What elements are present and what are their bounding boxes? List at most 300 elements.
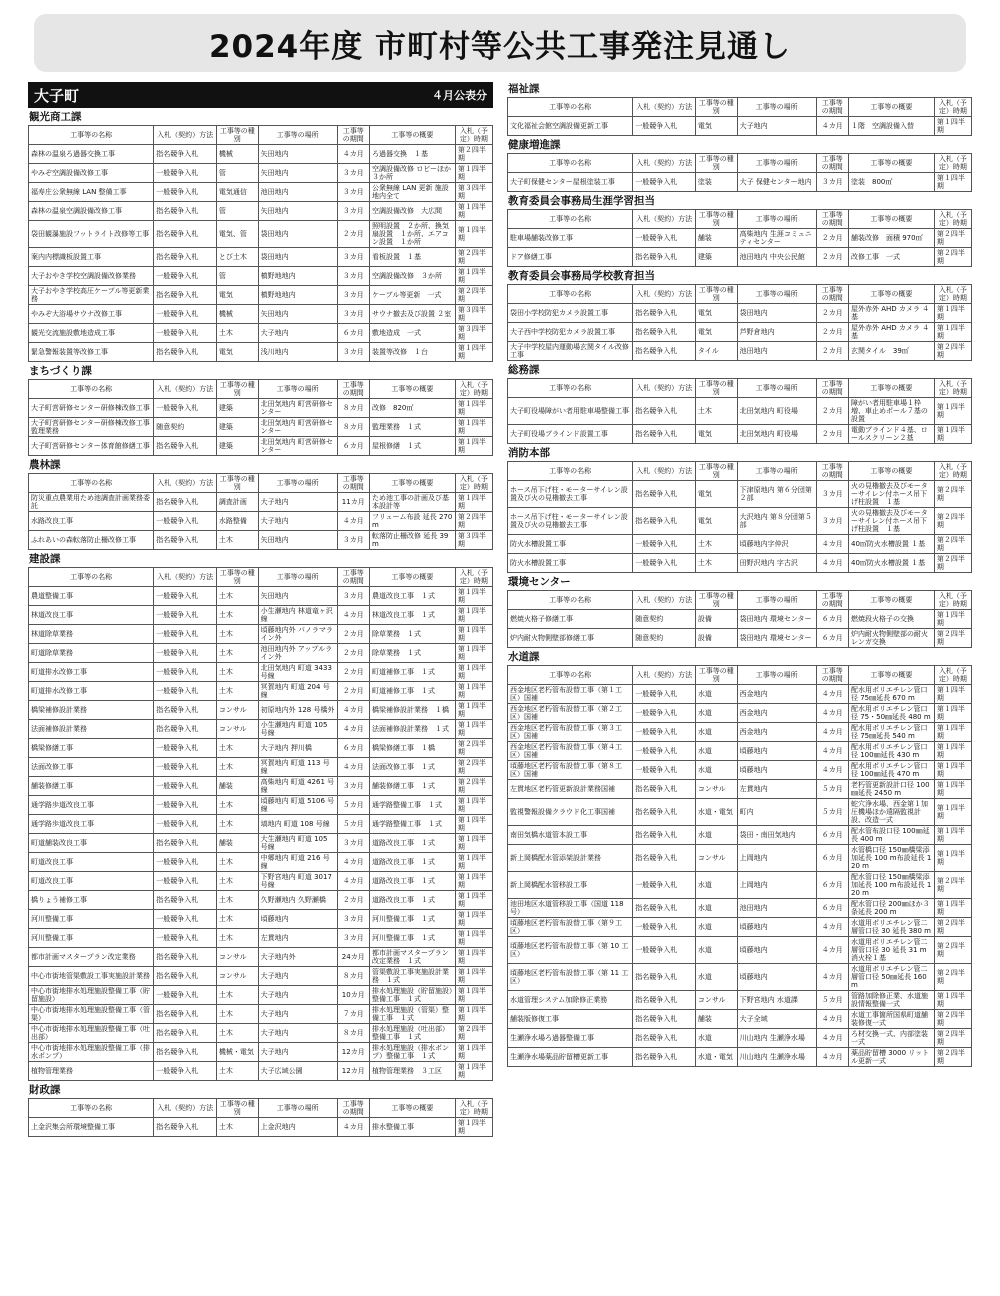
- header-work-name: 工事等の名称: [29, 380, 154, 399]
- cell-work-name: 駐車場舗装改修工事: [508, 229, 633, 248]
- cell-bid-timing: 第１四半期: [455, 986, 492, 1005]
- cell-work-name: 河川整備工事: [29, 910, 154, 929]
- cell-work-summary: ろ過器交換 １基: [370, 145, 456, 164]
- right-sections: [507, 82, 972, 1067]
- cell-work-type: 管: [216, 267, 258, 286]
- table-row: [29, 625, 493, 644]
- works-table: [28, 125, 493, 362]
- cell-bid-method: 一般競争入札: [154, 929, 217, 948]
- cell-work-type: 水道: [695, 1029, 737, 1048]
- cell-work-summary: 通学路整備工事 １式: [370, 796, 456, 815]
- cell-work-summary: 40㎥防火水槽設置 １基: [849, 535, 935, 554]
- table-row: [508, 1048, 972, 1067]
- cell-work-period: ４カ月: [337, 512, 369, 531]
- cell-bid-method: 一般競争入札: [633, 554, 696, 573]
- cell-work-summary: 配水用ポリエチレン管口径 75㎜延長 670 m: [849, 685, 935, 704]
- table-row: [508, 780, 972, 799]
- header-row: [29, 380, 493, 399]
- header-work-period: 工事等の期間: [337, 568, 369, 587]
- cell-work-period: 11カ月: [337, 493, 369, 512]
- cell-work-name: 頃藤地区老朽管布設替工事（第９工区）: [508, 918, 633, 937]
- cell-bid-timing: 第１四半期: [934, 780, 971, 799]
- cell-work-period: ４カ月: [337, 758, 369, 777]
- header-work-name: 工事等の名称: [508, 210, 633, 229]
- cell-work-type: 塗装: [695, 173, 737, 192]
- header-work-summary: 工事等の概要: [849, 98, 935, 117]
- table-row: [29, 183, 493, 202]
- cell-bid-timing: 第３四半期: [455, 183, 492, 202]
- header-work-period: 工事等の期間: [816, 154, 848, 173]
- cell-bid-timing: 第１四半期: [455, 948, 492, 967]
- cell-bid-method: 一般競争入札: [633, 117, 696, 136]
- cell-work-place: 大子地内: [258, 986, 337, 1005]
- department-title: まちづくり課: [29, 365, 92, 377]
- table-row: [508, 1029, 972, 1048]
- cell-work-period: ３カ月: [337, 587, 369, 606]
- table-row: [29, 305, 493, 324]
- cell-bid-method: 一般競争入札: [154, 164, 217, 183]
- cell-work-summary: 排水処理施設（貯留施設）整備工事 １式: [370, 986, 456, 1005]
- cell-work-place: 西金地内: [737, 685, 816, 704]
- header-work-summary: 工事等の概要: [849, 379, 935, 398]
- header-work-type: 工事等の種別: [695, 591, 737, 610]
- cell-work-type: コンサル: [216, 967, 258, 986]
- header-work-name: 工事等の名称: [508, 379, 633, 398]
- cell-work-period: ５カ月: [816, 991, 848, 1010]
- right-column: [507, 82, 972, 1069]
- cell-work-summary: 薬品貯留槽 3000 リットル更新一式: [849, 1048, 935, 1067]
- cell-work-summary: 照明設置 ２か所、換気扇設置 １か所、エアコン設置 １か所: [370, 221, 456, 248]
- cell-work-summary: 法面改修工事 １式: [370, 758, 456, 777]
- cell-work-name: 法面改修工事: [29, 758, 154, 777]
- cell-work-summary: 改修 820㎡: [370, 399, 456, 418]
- cell-bid-timing: 第１四半期: [934, 899, 971, 918]
- cell-bid-method: 指名競争入札: [633, 398, 696, 425]
- cell-work-name: 生瀬浄水場薬品貯留槽更新工事: [508, 1048, 633, 1067]
- header-bid-timing: 入札（予定）時期: [934, 666, 971, 685]
- cell-work-name: 舗装修繕工事: [29, 777, 154, 796]
- cell-work-place: 大子地内 押川橋: [258, 739, 337, 758]
- cell-bid-timing: 第１四半期: [455, 418, 492, 437]
- cell-work-period: ３カ月: [337, 164, 369, 183]
- cell-bid-timing: 第１四半期: [455, 910, 492, 929]
- cell-bid-method: 指名競争入札: [633, 964, 696, 991]
- cell-work-summary: ケーブル等更新 一式: [370, 286, 456, 305]
- cell-work-place: 冥賀地内 町道 113 号線: [258, 758, 337, 777]
- header-bid-method: 入札（契約）方法: [633, 210, 696, 229]
- header-work-place: 工事等の場所: [737, 98, 816, 117]
- cell-bid-method: 指名競争入札: [633, 342, 696, 361]
- cell-bid-method: 一般競争入札: [154, 815, 217, 834]
- cell-bid-timing: 第１四半期: [455, 796, 492, 815]
- cell-work-place: 袋田地内: [737, 304, 816, 323]
- cell-bid-timing: 第２四半期: [455, 1024, 492, 1043]
- cell-work-period: ２カ月: [337, 625, 369, 644]
- cell-bid-timing: 第１四半期: [455, 872, 492, 891]
- cell-work-period: ４カ月: [816, 704, 848, 723]
- cell-work-name: 炉内耐火物側壁部修繕工事: [508, 629, 633, 648]
- cell-work-name: ホース吊下げ柱・モーターサイレン設置及び火の見櫓撤去工事: [508, 481, 633, 508]
- header-work-summary: 工事等の概要: [849, 285, 935, 304]
- table-row: [508, 742, 972, 761]
- cell-bid-timing: 第２四半期: [934, 229, 971, 248]
- cell-work-period: ４カ月: [816, 742, 848, 761]
- cell-work-period: ２カ月: [816, 229, 848, 248]
- cell-work-place: 左貫地内: [258, 929, 337, 948]
- cell-work-type: 水道: [695, 685, 737, 704]
- cell-work-type: 土木: [216, 891, 258, 910]
- works-table: [507, 284, 972, 361]
- cell-work-period: ４カ月: [337, 720, 369, 739]
- cell-work-summary: 排水処理施設（排水ポンプ）整備工事 １式: [370, 1043, 456, 1062]
- cell-work-period: ３カ月: [337, 531, 369, 550]
- cell-work-name: 観光交流施設敷地造成工事: [29, 324, 154, 343]
- cell-work-name: ふれあいの森転落防止柵改修工事: [29, 531, 154, 550]
- cell-work-type: 電気: [695, 304, 737, 323]
- cell-bid-method: 一般競争入札: [154, 739, 217, 758]
- table-row: [29, 1062, 493, 1081]
- header-bid-method: 入札（契約）方法: [154, 568, 217, 587]
- table-row: [29, 910, 493, 929]
- cell-bid-timing: 第１四半期: [455, 625, 492, 644]
- department-title: 農林課: [29, 459, 61, 471]
- cell-bid-method: 指名競争入札: [154, 286, 217, 305]
- cell-work-summary: 町道補修工事 １式: [370, 682, 456, 701]
- cell-bid-timing: 第２四半期: [455, 758, 492, 777]
- cell-work-type: 機械: [216, 145, 258, 164]
- cell-work-type: 水道: [695, 761, 737, 780]
- cell-work-name: 大子町営研修センター研修棟改修工事: [29, 399, 154, 418]
- cell-work-place: 小生瀬地内 林道竜ヶ沢線: [258, 606, 337, 625]
- header-bid-method: 入札（契約）方法: [154, 474, 217, 493]
- cell-work-summary: 道路改良工事 １式: [370, 834, 456, 853]
- header-work-summary: 工事等の概要: [849, 462, 935, 481]
- header-work-summary: 工事等の概要: [370, 1099, 456, 1118]
- cell-work-summary: 河川整備工事 １式: [370, 929, 456, 948]
- cell-work-type: 水道・電気: [695, 799, 737, 826]
- cell-work-type: 土木: [695, 535, 737, 554]
- cell-work-name: 袋田観瀑施設フットライト改修等工事: [29, 221, 154, 248]
- header-work-type: 工事等の種別: [216, 1099, 258, 1118]
- cell-work-period: ２カ月: [337, 644, 369, 663]
- department-title: 環境センター: [508, 576, 571, 588]
- table-row: [29, 720, 493, 739]
- cell-work-name: 森林の温泉空調設備改修工事: [29, 202, 154, 221]
- cell-work-period: ６カ月: [816, 899, 848, 918]
- cell-work-period: ２カ月: [816, 425, 848, 444]
- cell-bid-timing: 第１四半期: [455, 701, 492, 720]
- cell-work-summary: 水道用ポリエチレン管二層管口径 50㎜延長 160 m: [849, 964, 935, 991]
- header-bid-timing: 入札（予定）時期: [934, 462, 971, 481]
- cell-bid-method: 指名競争入札: [154, 248, 217, 267]
- cell-work-place: 小生瀬地内 町道 105 号線: [258, 720, 337, 739]
- header-work-name: 工事等の名称: [508, 154, 633, 173]
- cell-bid-method: 指名競争入札: [154, 891, 217, 910]
- works-table: [507, 153, 972, 192]
- cell-bid-method: 指名競争入札: [154, 531, 217, 550]
- cell-bid-timing: 第２四半期: [934, 964, 971, 991]
- header-work-summary: 工事等の概要: [849, 666, 935, 685]
- cell-bid-method: 指名競争入札: [633, 425, 696, 444]
- header-row: [508, 462, 972, 481]
- cell-work-type: 電気: [695, 323, 737, 342]
- cell-work-period: ４カ月: [816, 554, 848, 573]
- cell-bid-method: 指名競争入札: [633, 845, 696, 872]
- header-work-name: 工事等の名称: [508, 285, 633, 304]
- works-table: [28, 567, 493, 1081]
- cell-work-summary: 40㎥防火水槽設置 １基: [849, 554, 935, 573]
- cell-work-place: 槙野地地内: [258, 267, 337, 286]
- cell-work-type: 電気通信: [216, 183, 258, 202]
- cell-work-place: 矢田地内: [258, 305, 337, 324]
- table-row: [508, 304, 972, 323]
- cell-work-type: 土木: [216, 853, 258, 872]
- cell-work-period: ５カ月: [816, 799, 848, 826]
- header-work-place: 工事等の場所: [258, 126, 337, 145]
- cell-bid-method: 指名競争入札: [154, 1043, 217, 1062]
- cell-work-period: ６カ月: [337, 739, 369, 758]
- cell-work-place: 大子地内: [258, 967, 337, 986]
- table-row: [508, 899, 972, 918]
- cell-bid-timing: 第３四半期: [455, 305, 492, 324]
- cell-work-period: ４カ月: [816, 723, 848, 742]
- cell-bid-timing: 第２四半期: [934, 481, 971, 508]
- table-row: [29, 267, 493, 286]
- cell-work-type: 土木: [216, 1118, 258, 1137]
- header-bid-method: 入札（契約）方法: [154, 380, 217, 399]
- cell-work-name: 森林の温泉ろ過器交換工事: [29, 145, 154, 164]
- works-table: [507, 97, 972, 136]
- cell-work-place: 川山地内 生瀬浄水場: [737, 1048, 816, 1067]
- cell-bid-timing: 第２四半期: [934, 535, 971, 554]
- header-bid-timing: 入札（予定）時期: [934, 379, 971, 398]
- cell-work-summary: 塗装 800㎡: [849, 173, 935, 192]
- works-table: [507, 209, 972, 267]
- department-title: 教育委員会事務局学校教育担当: [508, 270, 655, 282]
- cell-work-period: ４カ月: [816, 918, 848, 937]
- cell-bid-method: 一般競争入札: [154, 644, 217, 663]
- cell-work-type: 水道: [695, 872, 737, 899]
- table-row: [508, 481, 972, 508]
- cell-work-type: 水道: [695, 964, 737, 991]
- header-work-summary: 工事等の概要: [370, 380, 456, 399]
- cell-work-summary: 屋根修繕 １式: [370, 437, 456, 456]
- cell-bid-timing: 第２四半期: [455, 145, 492, 164]
- cell-work-summary: 道路改良工事 １式: [370, 853, 456, 872]
- table-row: [29, 493, 493, 512]
- cell-work-place: 北田気地内 町役場: [737, 425, 816, 444]
- cell-work-summary: 水道用ポリエチレン管二層管口径 30 延長 380 m: [849, 918, 935, 937]
- cell-work-name: 福寿庄公衆無線 LAN 整備工事: [29, 183, 154, 202]
- cell-work-type: 水道: [695, 723, 737, 742]
- cell-bid-method: 一般競争入札: [154, 1062, 217, 1081]
- header-row: [29, 1099, 493, 1118]
- cell-work-period: ３カ月: [337, 910, 369, 929]
- cell-bid-timing: 第２四半期: [455, 286, 492, 305]
- table-row: [29, 164, 493, 183]
- cell-work-place: 高柴地内 町道 4261 号線: [258, 777, 337, 796]
- cell-work-period: ６カ月: [337, 437, 369, 456]
- cell-work-type: 建築: [216, 437, 258, 456]
- works-table: [28, 473, 493, 550]
- cell-bid-timing: 第２四半期: [455, 248, 492, 267]
- cell-bid-timing: 第１四半期: [934, 742, 971, 761]
- cell-work-place: 大子地内: [258, 324, 337, 343]
- table-row: [508, 610, 972, 629]
- cell-work-place: 大子地内: [258, 1043, 337, 1062]
- cell-bid-timing: 第２四半期: [455, 512, 492, 531]
- cell-bid-method: 一般競争入札: [633, 173, 696, 192]
- cell-bid-timing: 第２四半期: [455, 739, 492, 758]
- header-work-summary: 工事等の概要: [849, 154, 935, 173]
- cell-work-period: 24カ月: [337, 948, 369, 967]
- cell-work-place: 冥賀地内 町道 204 号線: [258, 682, 337, 701]
- cell-work-period: ８カ月: [337, 967, 369, 986]
- header-bid-timing: 入札（予定）時期: [455, 474, 492, 493]
- header-work-type: 工事等の種別: [695, 379, 737, 398]
- cell-work-place: 左貫地内: [737, 780, 816, 799]
- cell-work-name: 町道除草業務: [29, 644, 154, 663]
- cell-work-summary: 排水処理施設（吐出部）整備工事 １式: [370, 1024, 456, 1043]
- cell-work-place: 久野瀬地内 久野瀬橋: [258, 891, 337, 910]
- table-row: [29, 202, 493, 221]
- cell-bid-method: 一般競争入札: [633, 723, 696, 742]
- cell-work-place: 浅川地内: [258, 343, 337, 362]
- cell-work-place: 池田地内: [737, 899, 816, 918]
- cell-bid-method: 一般競争入札: [633, 872, 696, 899]
- works-table: [28, 1098, 493, 1137]
- header-bid-method: 入札（契約）方法: [633, 462, 696, 481]
- cell-work-name: やみぞ空調設備改修工事: [29, 164, 154, 183]
- header-row: [29, 568, 493, 587]
- cell-work-period: ５カ月: [816, 780, 848, 799]
- header-row: [508, 591, 972, 610]
- cell-bid-timing: 第１四半期: [455, 891, 492, 910]
- cell-work-place: 頃藤地内字仲沢: [737, 535, 816, 554]
- works-table: [28, 379, 493, 456]
- cell-work-name: 中心市街地排水処理施設整備工事（排水ポンプ）: [29, 1043, 154, 1062]
- cell-work-place: 池田地内外 アップルライン外: [258, 644, 337, 663]
- header-work-place: 工事等の場所: [737, 154, 816, 173]
- cell-work-summary: 配水用ポリエチレン管口径 100㎜延長 470 m: [849, 761, 935, 780]
- cell-bid-method: 一般競争入札: [633, 229, 696, 248]
- cell-work-summary: 装置等改修 １台: [370, 343, 456, 362]
- cell-work-place: 大子地内: [737, 117, 816, 136]
- cell-work-period: ４カ月: [816, 685, 848, 704]
- cell-work-name: 袋田小学校防犯カメラ設置工事: [508, 304, 633, 323]
- cell-work-name: 防火水槽設置工事: [508, 554, 633, 573]
- header-work-type: 工事等の種別: [695, 210, 737, 229]
- cell-work-period: ４カ月: [337, 606, 369, 625]
- cell-bid-timing: 第２四半期: [934, 1029, 971, 1048]
- cell-bid-method: 一般競争入札: [154, 682, 217, 701]
- cell-bid-method: 一般競争入札: [154, 587, 217, 606]
- cell-work-summary: 看板設置 １基: [370, 248, 456, 267]
- cell-work-place: 矢田地内: [258, 145, 337, 164]
- cell-work-name: 緊急警報装置等改修工事: [29, 343, 154, 362]
- header-work-name: 工事等の名称: [29, 1099, 154, 1118]
- table-row: [508, 398, 972, 425]
- header-work-period: 工事等の期間: [816, 285, 848, 304]
- cell-work-name: 大子町営研修センター体育館修繕工事: [29, 437, 154, 456]
- header-work-type: 工事等の種別: [216, 474, 258, 493]
- cell-bid-timing: 第１四半期: [934, 685, 971, 704]
- cell-work-period: ４カ月: [337, 145, 369, 164]
- cell-bid-timing: 第２四半期: [934, 1010, 971, 1029]
- header-bid-timing: 入札（予定）時期: [934, 285, 971, 304]
- cell-work-summary: 林道改良工事 １式: [370, 606, 456, 625]
- table-row: [29, 286, 493, 305]
- cell-bid-method: 一般競争入札: [154, 663, 217, 682]
- cell-work-period: ４カ月: [816, 937, 848, 964]
- cell-work-period: ７カ月: [337, 1005, 369, 1024]
- header-bid-method: 入札（契約）方法: [633, 666, 696, 685]
- cell-work-place: 矢田地内: [258, 531, 337, 550]
- cell-bid-timing: 第１四半期: [455, 343, 492, 362]
- table-row: [29, 948, 493, 967]
- cell-work-summary: 老朽管更新設計口径 100㎜延長 2450 m: [849, 780, 935, 799]
- header-work-place: 工事等の場所: [258, 380, 337, 399]
- cell-work-place: 頃藤地内: [737, 761, 816, 780]
- cell-bid-method: 一般競争入札: [154, 872, 217, 891]
- cell-work-place: 池田地内: [737, 342, 816, 361]
- cell-bid-timing: 第１四半期: [455, 815, 492, 834]
- cell-bid-method: 指名競争入札: [154, 202, 217, 221]
- cell-work-place: 頃藤地内: [737, 918, 816, 937]
- cell-work-summary: 配水管布設口径 100㎜延長 400 m: [849, 826, 935, 845]
- cell-work-place: 袋田地内 環境センター: [737, 629, 816, 648]
- cell-work-summary: 空調設備改修 ３か所: [370, 267, 456, 286]
- cell-bid-method: 一般競争入札: [154, 910, 217, 929]
- cell-work-summary: 橋梁修繕工事 １橋: [370, 739, 456, 758]
- cell-work-summary: 通学路整備工事 １式: [370, 815, 456, 834]
- cell-work-type: 土木: [216, 910, 258, 929]
- department-title: 消防本部: [508, 447, 550, 459]
- cell-work-summary: １階 空調設備入替: [849, 117, 935, 136]
- cell-bid-timing: 第２四半期: [934, 937, 971, 964]
- cell-work-type: 土木: [695, 398, 737, 425]
- department-title: 健康増進課: [508, 139, 561, 151]
- header-row: [508, 98, 972, 117]
- table-row: [508, 425, 972, 444]
- cell-work-name: 大子中学校屋内運動場玄関タイル改修工事: [508, 342, 633, 361]
- cell-bid-timing: 第１四半期: [455, 663, 492, 682]
- cell-bid-method: 指名競争入札: [633, 1010, 696, 1029]
- cell-work-summary: 電動ブラインド４基、ロールスクリーン２基: [849, 425, 935, 444]
- cell-work-summary: 都市計画マスタープラン改定業務 １式: [370, 948, 456, 967]
- cell-bid-timing: 第２四半期: [934, 508, 971, 535]
- cell-work-name: 都市計画マスタープラン改定業務: [29, 948, 154, 967]
- cell-work-period: ２カ月: [816, 323, 848, 342]
- cell-work-place: 大子地内: [258, 493, 337, 512]
- cell-work-type: 調査計画: [216, 493, 258, 512]
- cell-work-name: 新上岡橋配水管添架設計業務: [508, 845, 633, 872]
- cell-bid-timing: 第１四半期: [455, 929, 492, 948]
- cell-work-place: 矢田地内: [258, 587, 337, 606]
- cell-work-place: 大子広域公園: [258, 1062, 337, 1081]
- cell-work-type: 土木: [216, 1062, 258, 1081]
- header-work-name: 工事等の名称: [508, 666, 633, 685]
- header-work-type: 工事等の種別: [695, 462, 737, 481]
- cell-work-period: ２カ月: [816, 304, 848, 323]
- header-bid-method: 入札（契約）方法: [154, 1099, 217, 1118]
- cell-bid-timing: 第２四半期: [934, 1048, 971, 1067]
- cell-work-summary: ろ材交換一式、内部塗装一式: [849, 1029, 935, 1048]
- cell-bid-method: 指名競争入札: [154, 343, 217, 362]
- table-row: [508, 323, 972, 342]
- table-row: [29, 644, 493, 663]
- cell-bid-method: 随意契約: [633, 610, 696, 629]
